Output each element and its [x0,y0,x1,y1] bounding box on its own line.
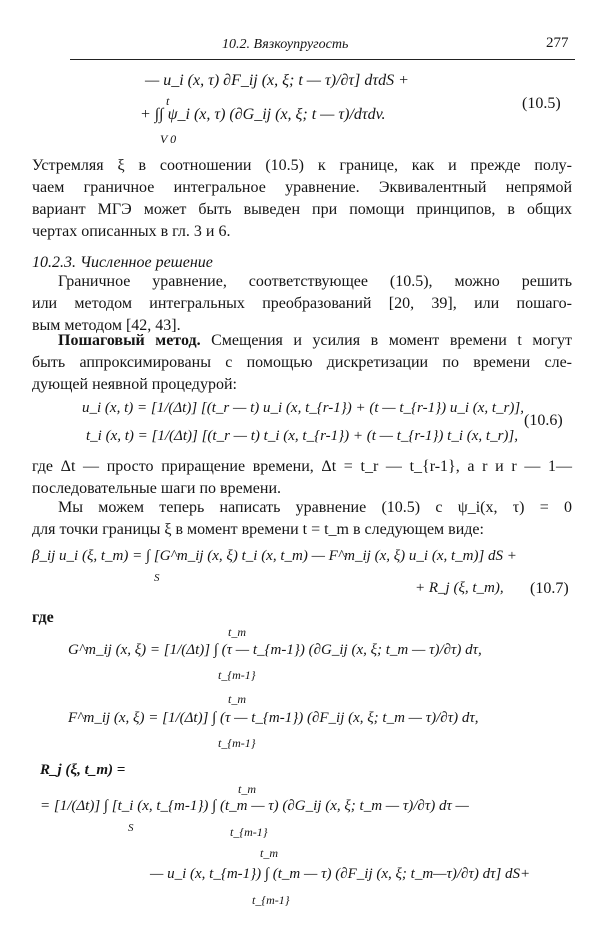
eq-10-5-lower-limit: V 0 [160,132,177,146]
paragraph-3-line-1-text: Смещения и усилия в момент времени t могут [211,332,572,349]
F-def-lower-limit: t_{m-1} [218,736,256,750]
paragraph-1 [32,155,572,243]
eq-10-6-line-2: t_i (x, t) = [1/(Δt)] [(t_r — t) t_i (x, t_{r-1}) + (t — t_{r-1}) t_i (x, t_r)], [86,428,518,444]
paragraph-4 [32,456,572,500]
section-heading: 10.2.3. Численное решение [32,254,213,271]
R-def-inner-lower-limit-2: t_{m-1} [252,893,290,907]
R-def-outer-lower-limit: S [128,822,134,834]
eq-10-5-line-2: + ∫∫ ψ_i (x, τ) (∂G_ij (x, ξ; t — τ)/dτdv. [140,106,386,123]
paragraph-1-line: Устремляя ξ в соотношении (10.5) к границе, как и прежде полу- [32,157,572,174]
paragraph-3-line: дующей неявной процедурой: [32,376,237,393]
R-def-inner-upper-limit-1: t_m [238,782,256,796]
running-header-title: 10.2. Вязкоупругость [222,37,349,52]
G-definition: G^m_ij (x, ξ) = [1/(Δt)] ∫ (τ — t_{m-1}) (∂G_ij (x, ξ; t_m — τ)/∂τ) dτ, [68,642,482,658]
paragraph-1-line: чаем граничное интегральное уравнение. Эквивалентный непрямой [32,179,572,196]
page-number: 277 [546,35,569,51]
eq-10-6-line-1: u_i (x, t) = [1/(Δt)] [(t_r — t) u_i (x, t_{r-1}) + (t — t_{r-1}) u_i (x, t_r)], [82,400,524,416]
R-definition-line-2: = [1/(Δt)] ∫ [t_i (x, t_{m-1}) ∫ (t_m — τ) (∂G_ij (x, ξ; t_m — τ)/∂τ) dτ — [40,798,469,814]
G-def-upper-limit: t_m [228,625,246,639]
paragraph-4-line: где Δt — просто приращение времени, Δt = t_r — t_{r-1}, а r и r — 1— [32,458,572,475]
R-definition-line-1: R_j (ξ, t_m) = [40,762,126,778]
eq-10-5-upper-limit: t [166,94,170,108]
paragraph-2-line: или методом интегральных преобразований [20, 39], или пошаго- [32,295,572,312]
R-def-inner-lower-limit-1: t_{m-1} [230,825,268,839]
paragraph-4-line: последовательные шаги по времени. [32,480,282,497]
paragraph-3-line [32,330,572,352]
eq-10-7-line-1: β_ij u_i (ξ, t_m) = ∫ [G^m_ij (x, ξ) t_i (x, t_m) — F^m_ij (x, ξ) u_i (x, t_m)] dS + [32,548,517,564]
paragraph-5-line: для точки границы ξ в момент времени t = t_m в следующем виде: [32,521,484,538]
eq-10-5-number: (10.5) [522,95,561,112]
eq-10-5-line-1: — u_i (x, τ) ∂F_ij (x, ξ; t — τ)/∂τ] dτdS + [145,72,409,89]
header-rule [70,59,575,60]
R-def-inner-upper-limit-2: t_m [260,846,278,860]
paragraph-2-line: Граничное уравнение, соответствующее (10.5), можно решить [58,273,572,290]
eq-10-7-lower-limit: S [154,572,160,584]
paragraph-5-line: Мы можем теперь написать уравнение (10.5) с ψ_i(x, τ) = 0 [58,499,572,516]
eq-10-7-line-2: + R_j (ξ, t_m), [415,580,504,596]
paragraph-1-line: вариант МГЭ может быть выведен при помощи принципов, в общих [32,201,572,218]
eq-10-7-number: (10.7) [530,580,569,597]
paragraph-2 [32,271,572,337]
where-word: где [32,609,54,626]
G-def-lower-limit: t_{m-1} [218,668,256,682]
F-definition: F^m_ij (x, ξ) = [1/(Δt)] ∫ (τ — t_{m-1}) (∂F_ij (x, ξ; t_m — τ)/∂τ) dτ, [68,710,479,726]
paragraph-5 [32,497,572,541]
eq-10-6-number: (10.6) [524,412,563,429]
paragraph-3 [32,330,572,396]
paragraph-1-line: чертах описанных в гл. 3 и 6. [32,223,231,240]
step-method-heading: Пошаговый метод. [58,332,201,349]
paragraph-3-line: быть аппроксимированы с помощью дискретизации по времени сле- [32,354,572,371]
F-def-upper-limit: t_m [228,692,246,706]
paragraph-2-line: вым методом [42, 43]. [32,317,181,334]
R-definition-line-3: — u_i (x, t_{m-1}) ∫ (t_m — τ) (∂F_ij (x, ξ; t_m—τ)/∂τ) dτ] dS+ [150,866,531,882]
